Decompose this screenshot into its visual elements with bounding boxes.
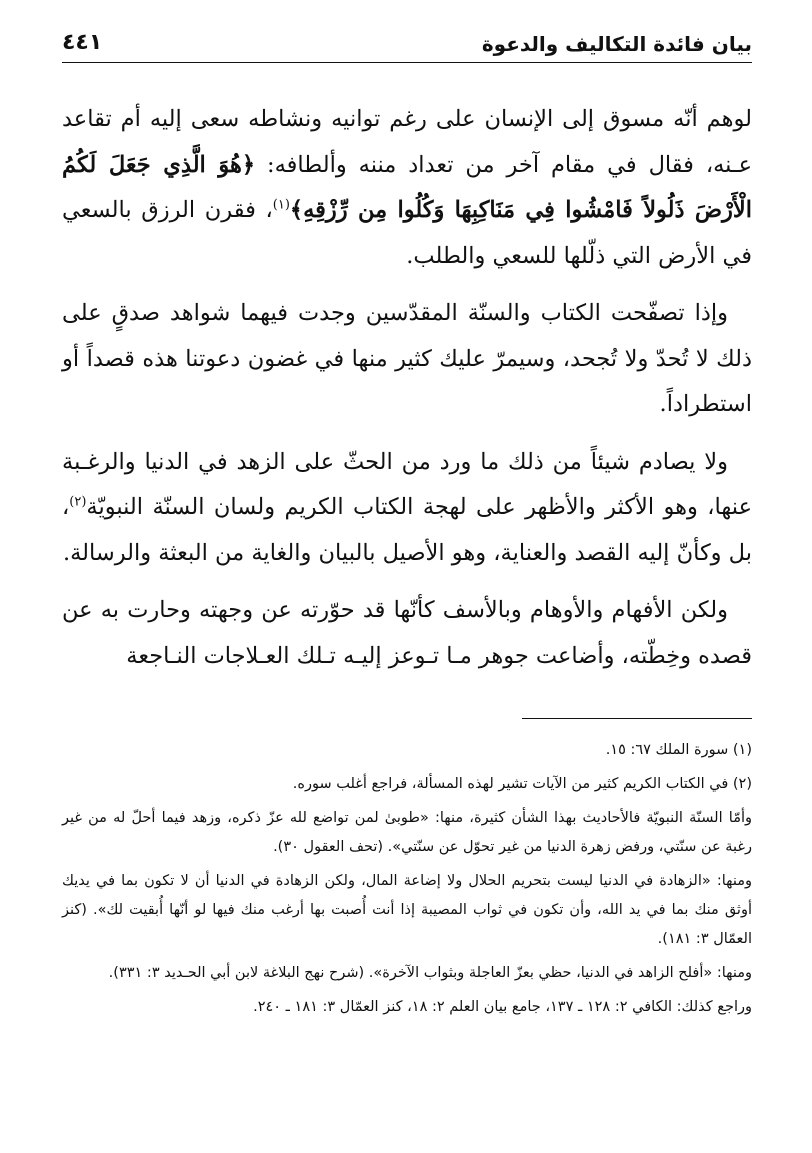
paragraph-3 — [62, 440, 752, 577]
running-header — [62, 28, 752, 63]
running-header-title: بيان فائدة التكاليف والدعوة — [481, 32, 752, 56]
footnote-2-hadith-2: ومنها: «الزهادة في الدنيا ليست بتحريم الحلال ولا إضاعة المال، ولكن الزهادة في الدنيا أن لا تكون بما في يديك أوثق منك بما في يد الله، وأن تكون في ثواب المصيبة إذا أنت أُصبت بها أرغب منك فيها لو أنّها أُبقيت لك». (كنز العمّال ٣: ١٨١). — [62, 873, 752, 947]
footnote-1: (١) سورة الملك ٦٧: ١٥. — [605, 742, 752, 758]
paragraph-1-text: لوهم أنّه مسوق إلى الإنسان على رغم توانيه ونشاطه سعى إليه أم تقاعد عـنه، فقال في مقام آخر من تعداد مننه وألطافه: — [62, 106, 752, 178]
book-page — [62, 28, 752, 1128]
footnote-2-hadith-3: ومنها: «أفلح الزاهد في الدنيا، حظي بعزّ العاجلة وبثواب الآخرة». (شرح نهج البلاغة لابن أبي الحـديد ٣: ٣٣١). — [108, 965, 752, 981]
main-text — [62, 97, 752, 679]
paragraph-3-tail: ، بل وكأنّ إليه القصد والعناية، وهو الأصيل بالبيان والغاية من البعثة والرسالة. — [62, 494, 752, 566]
footnote-2-hadith-1: وأمّا السنّة النبويّة فالأحاديث بهذا الشأن كثيرة، منها: «طوبىٰ لمن تواضع لله عزّ ذكره، وزهد فيما أحلّ له من غير رغبة عن سنّتي، ورفض زهرة الدنيا من غير تحوّل عن سنّتي». (تحف العقول ٣٠). — [62, 810, 752, 855]
page-number: ٤٤١ — [62, 30, 103, 55]
footnote-2-references: وراجع كذلك: الكافي ٢: ١٢٨ ـ ١٣٧، جامع بيان العلم ٢: ١٨، كنز العمّال ٣: ١٨١ ـ ٢٤٠. — [253, 999, 752, 1015]
footnotes — [62, 736, 752, 1027]
paragraph-4: ولكن الأفهام والأوهام وبالأسف كأنّها قد حوّرته عن وجهته وحارت به عن قصده وخِطّته، وأضاعت جوهر مـا تـوعز إليـه تـلك العـلاجات النـاجعة — [62, 597, 752, 669]
quran-verse: ﴿هُوَ الَّذِي جَعَلَ لَكُمُ الْأَرْضَ ذَلُولاً فَامْشُوا فِي مَنَاكِبِهَا وَكُلُوا مِن رِّزْقِهِ﴾ — [62, 151, 753, 223]
footnote-ref-2[interactable]: (٢) — [69, 494, 87, 510]
footnote-2-intro: (٢) في الكتاب الكريم كثير من الآيات تشير لهذه المسألة، فراجع أغلب سوره. — [292, 776, 752, 792]
paragraph-1-tail: ، فقرن الرزق بالسعي في الأرض التي ذلّلها للسعي والطلب. — [62, 197, 752, 269]
paragraph-2: وإذا تصفّحت الكتاب والسنّة المقدّسين وجدت فيهما شواهد صدقٍ على ذلك لا تُحدّ ولا تُجحد، وسيمرّ عليك كثير منها في غضون دعوتنا هذه قصداً أو استطراداً. — [62, 300, 752, 417]
paragraph-3-text: ولا يصادم شيئاً من ذلك ما ورد من الحثّ على الزهد في الدنيا والرغـبة عنها، وهو الأكثر والأظهر على لهجة الكتاب الكريم ولسان السنّة النبويّة — [62, 448, 752, 520]
footnote-ref-1[interactable]: (١) — [272, 197, 290, 213]
footnote-divider — [522, 718, 752, 719]
paragraph-1 — [62, 97, 752, 279]
